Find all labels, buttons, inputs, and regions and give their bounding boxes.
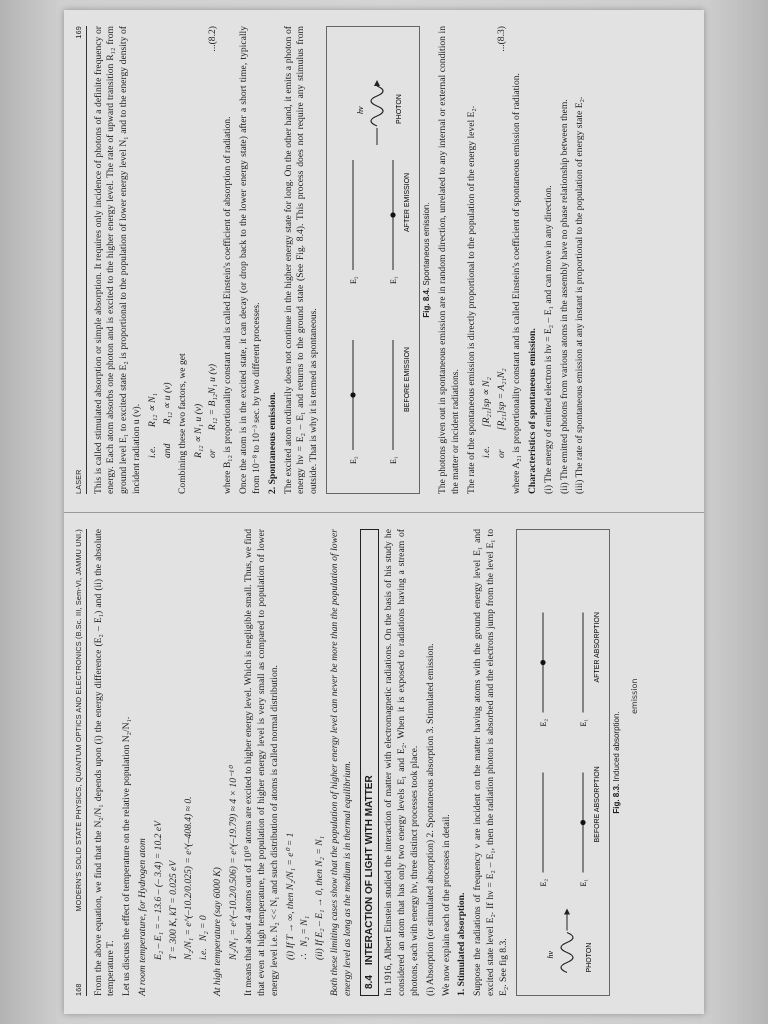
figure-number: Fig. 8.3. [611,783,621,814]
before-label: BEFORE EMISSION [404,347,412,412]
handwritten-note: emission [630,678,639,714]
figure-caption-text: Spontaneous emission. [422,202,432,286]
spontaneous-emission-diagram [327,27,419,493]
equation: or R₁₂ = B₁₂N₁ u (ν) [207,363,219,458]
figure-caption [422,26,433,494]
running-head-text: LASER [74,469,83,494]
equation: R₁₂ ∝ N₁ u (ν) [192,403,204,458]
book-spread-rotated [64,10,704,1014]
paragraph: The excited atom ordinarily does not continue in the higher energy state for long. On the other hand, it emits a photon of energy hν = E₂ – E₁ and returns to the ground state (See Fig. 8.4). This process does not require any stimulus from outside. That is why it is termed as spontaneous. [282,26,320,494]
page-number: 169 [74,26,83,39]
induced-absorption-diagram [517,530,609,995]
running-head-168 [74,529,87,996]
subheading: 2. Spontaneous emission. [266,392,278,494]
list-item: (iii) The rate of spontaneous emission at any instant is proportional to the population of energy state E₂. [574,96,586,494]
paragraph: where B₁₂ is proportionality constant and is called Einstein's coefficient of absorption of radiation. [222,116,234,494]
list-item: (ii) The emitted photons from various atoms in the assembly have no phase relationship between them. [558,99,570,494]
after-label: AFTER ABSORPTION [593,612,601,683]
figure-8-3 [516,529,610,996]
photon-wave-icon [371,86,383,126]
after-label: AFTER EMISSION [404,172,412,232]
paragraph: It means that about 4 atoms out of 10¹⁰ atoms are excited to higher energy level. Which is negligible small. Thus, we find that even at high temperature, the population of higher energy level is very small as compared to population of lower energy level i.e. N₂ << N₁ and such distribution of atoms is called normal distribution. [243,529,280,996]
running-head-169 [74,26,87,494]
equation: i.e. N₂ = 0 [197,915,209,960]
equation: ∴ N₂ = N₁ [299,915,311,960]
e1-label: E₁ [578,718,588,727]
paragraph: (i) Absorption (or stimulated absorption) 2. Spontaneous absorption 3. Stimulated emission. [424,643,436,996]
equation-number: ...(8.2) [207,26,219,52]
photon-label: PHOTON [396,94,404,124]
page-169 [64,10,704,512]
subheading: 1. Stimulated absorption. [456,892,468,996]
paragraph: We now explain each of the processes in detail. [440,814,452,996]
electron-dot [391,212,396,217]
arrowhead-icon [374,80,380,86]
e2-label: E₂ [538,718,548,727]
equation: (i) If T → ∞, then N₂/N₁ = e⁰ = 1 [284,832,296,960]
equation-row [496,26,509,494]
section-number: 8.4 [363,975,375,989]
page-number: 168 [74,983,83,996]
paragraph: Suppose the radiations of frequency ν are incident on the matter having atoms with the ground energy level E₁ and excited state level E₂. If hν = E₂ – E₁, then the radiation photon is absorbed and the electrons jump from the level E₁ to E₂. See fig 8.3. [472,529,509,996]
e1-label: E₁ [389,276,399,284]
equation: N₂/N₁ = e^(–10.2/0.025) = e^(–408.4) ≈ 0. [182,796,194,960]
arrowhead-icon [564,909,570,915]
paragraph: This is called stimulated absorption or simple absorption. It requires only incidence of photons of a definite frequency or energy. Each atom absorbs one photon and is excited to the higher energy level. The rate of upward transition R₁₂ from ground level E₁ to excited state E₂ is proportional to the population of lower energy level N₁ and to the energy density of incident radiation u (ν). [92,26,143,494]
equation: i.e. R₁₂ ∝ N₁ [147,393,159,458]
paragraph: Combining these two factors, we get [176,353,188,494]
e1-label: E₁ [389,456,399,464]
figure-8-4 [326,26,420,494]
equation: i.e. [R₂₁]sp ∝ N₂ [481,377,493,458]
electron-dot [351,392,356,397]
figure-caption-text: Induced absorption. [611,711,621,782]
equation: or [R₂₁]sp = A₂₁N₂ [496,368,508,458]
equation-number: ...(8.3) [496,26,508,52]
e2-label: E₂ [349,456,359,464]
e2-label: E₂ [538,878,548,887]
electron-dot [580,820,585,825]
running-head-text: MODERN'S SOLID STATE PHYSICS, QUANTUM OPTICS AND ELECTRONICS (B.Sc. III, Sem-VI, JAMMU UNI.) [74,529,83,912]
hv-label: hν [356,106,366,114]
electron-dot [540,660,545,665]
paragraph: Let us discuss the effect of temperature on the relative population N₂/N₁. [121,716,133,996]
paragraph: Once the atom is in the excited state, it can decay (or drop back to the lower energy state) after a short time, typically from 10⁻⁸ to 10⁻³ sec. by two different processes. [238,26,262,494]
e2-label: E₂ [349,276,359,284]
equation: N₂/N₁ = e^(–10.2/0.506) = e^(–19.79) ≈ 4 × 10⁻¹⁰ [228,766,240,960]
photon-wave-icon [561,933,573,973]
equation: T = 300 K, kT = 0.025 eV [167,860,179,960]
subheading: Characteristics of spontaneous emission. [526,328,538,494]
subheading: At room temperature, for Hydrogen atom [137,838,149,996]
equation: (ii) If E₂ – E₁ → 0, then N₂ = N₁ [314,835,326,960]
equation-row [207,26,220,494]
paragraph: The rate of the spontaneous emission is directly proportional to the population of the energy level E₂. [465,105,477,494]
paragraph: In 1916, Albert Einstein studied the interaction of matter with electromagnetic radiations. On the basis of his study he considered an atom that has only two energy levels E₁ and E₂. When it is exposed to radiations having a stream of photons, each with energy hν, three distinct processes took place. [383,529,420,996]
e1-label: E₁ [578,878,588,887]
section-title: INTERACTION OF LIGHT WITH MATTER [363,775,375,966]
photon-label: PHOTON [585,942,593,973]
paragraph: The photons given out in spontaneous emission are in random direction, unrelated to any internal or external condition in the matter or incident radiations. [436,26,461,494]
paragraph: Both these limiting cases show that the population of higher energy level can never be more than the population of lower energy level as long as the medium is in thermal equilibrium. [329,529,353,996]
paragraph: where A₂₁ is proportionality constant and is called Einstein's coefficient of spontaneous emission of radiation. [511,73,523,494]
subheading: At high temperature (say 6000 K) [212,867,224,996]
list-item: (i) The energy of emitted electron is hν = E₂ – E₁ and can move in any direction. [542,185,554,494]
paragraph: From the above equation, we find that the N₂/N₁ depends upon (i) the energy difference (E₂ – E₁) and (ii) the absolute temperature T. [92,529,117,996]
before-label: BEFORE ABSORPTION [593,766,601,843]
equation: and R₁₂ ∝ u (ν) [161,382,173,458]
hv-label: hν [545,950,555,959]
page-168 [64,512,704,1014]
figure-caption [612,529,623,996]
equation: E₂ – E₁ = – 13.6 – (– 3.4) = 10.2 eV [153,821,165,960]
section-heading-box [360,529,379,996]
figure-number: Fig. 8.4. [422,287,432,318]
